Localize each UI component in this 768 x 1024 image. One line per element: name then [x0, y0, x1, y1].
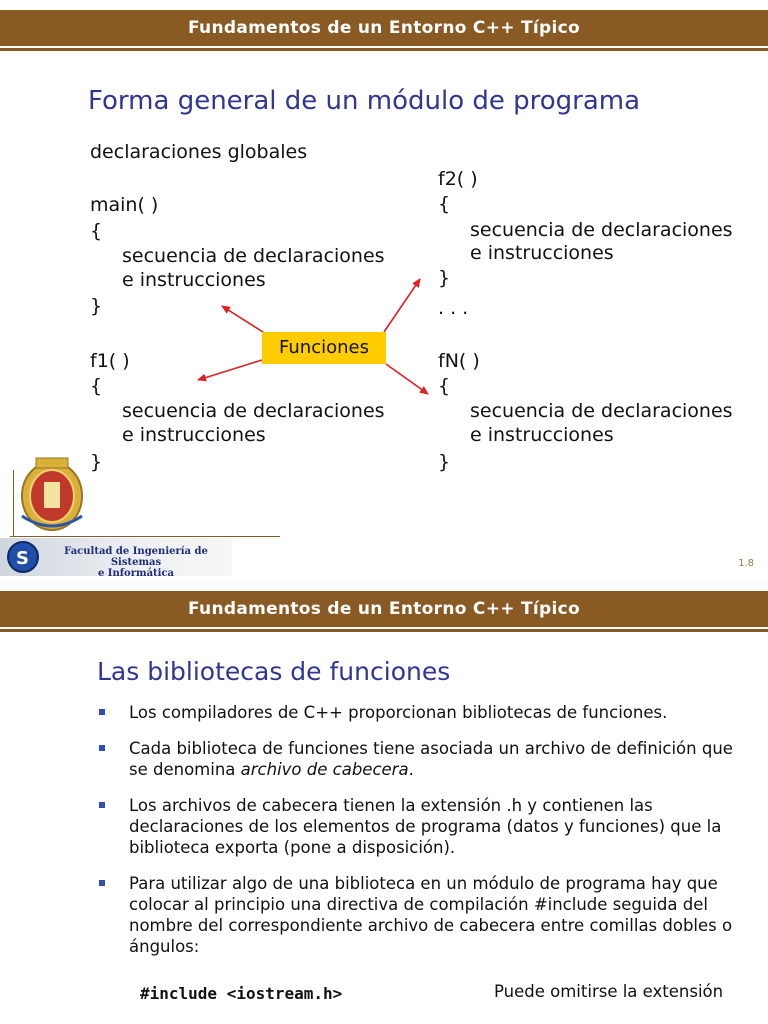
f2-body-line2: e instrucciones [470, 242, 614, 264]
logo-divider-horizontal [10, 536, 280, 537]
slide-title: Las bibliotecas de funciones [97, 657, 451, 686]
bullet-text: Para utilizar algo de una biblioteca en un módulo de programa hay que colocar al principio una directiva de compilación #include seguida del nombre del correspondiente archivo de cabecera entre comillas dobles o ángulos: [129, 874, 733, 956]
faculty-name-line2: e Informática [97, 568, 175, 579]
fn-brace-open: { [438, 375, 451, 397]
header-rule [0, 629, 768, 632]
f2-body-line1: secuencia de declaraciones [470, 219, 733, 241]
slide-header: Fundamentos de un Entorno C++ Típico [0, 591, 768, 627]
bullet-item [97, 702, 747, 723]
faculty-name [46, 546, 226, 579]
fn-signature: fN( ) [438, 350, 480, 372]
f1-brace-close: } [90, 451, 103, 473]
faculty-banner [0, 538, 232, 579]
bullet-item [97, 738, 747, 780]
arrow-to-f2 [384, 279, 420, 332]
bullet-item [97, 873, 747, 957]
university-seal-icon [16, 452, 88, 534]
bullet-icon [99, 880, 105, 886]
f2-brace-open: { [438, 193, 451, 215]
svg-text:S: S [16, 548, 29, 569]
fn-brace-close: } [438, 451, 451, 473]
bullet-item [97, 795, 747, 858]
bullet-list [97, 702, 747, 972]
arrow-to-main [222, 306, 266, 334]
arrow-to-fn [386, 364, 428, 394]
slide-title: Forma general de un módulo de programa [88, 86, 641, 116]
bullet-text-end: . [408, 760, 414, 779]
f2-signature: f2( ) [438, 168, 478, 190]
bullet-icon [99, 802, 105, 808]
bullet-icon [99, 745, 105, 751]
f1-body-line2: e instrucciones [122, 424, 266, 446]
main-body-line1: secuencia de declaraciones [122, 245, 385, 267]
slide-header: Fundamentos de un Entorno C++ Típico [0, 10, 768, 46]
faculty-name-line1: Facultad de Ingeniería de Sistemas [64, 546, 208, 568]
bullet-icon [99, 709, 105, 715]
f1-body-line1: secuencia de declaraciones [122, 400, 385, 422]
functions-label: Funciones [262, 332, 386, 364]
main-body-line2: e instrucciones [122, 269, 266, 291]
global-declarations: declaraciones globales [90, 141, 308, 163]
bullet-text [129, 739, 733, 779]
page-number: 1.8 [738, 558, 754, 569]
fn-body-line1: secuencia de declaraciones [470, 400, 733, 422]
main-signature: main( ) [90, 194, 159, 216]
slide-2 [0, 585, 768, 1024]
arrow-to-f1 [198, 360, 262, 380]
main-brace-open: { [90, 220, 103, 242]
bullet-text: Los archivos de cabecera tienen la extensión .h y contienen las declaraciones de los elementos de programa (datos y funciones) que la biblioteca exporta (pone a disposición). [129, 796, 722, 857]
logo-divider-vertical [13, 470, 14, 536]
main-brace-close: } [90, 295, 103, 317]
ellipsis: . . . [438, 297, 469, 319]
bullet-text-part: Cada biblioteca de funciones tiene asociada un archivo de definición que se denomina [129, 739, 733, 779]
faculty-logo-icon [4, 540, 42, 574]
f1-brace-open: { [90, 375, 103, 397]
fn-body-line2: e instrucciones [470, 424, 614, 446]
include-note: Puede omitirse la extensión [494, 982, 724, 1001]
bullet-text: Los compiladores de C++ proporcionan bibliotecas de funciones. [129, 703, 668, 722]
f2-brace-close: } [438, 267, 451, 289]
bullet-emphasis: archivo de cabecera [240, 760, 409, 779]
include-directive: #include <iostream.h> [140, 984, 343, 1003]
f1-signature: f1( ) [90, 350, 130, 372]
